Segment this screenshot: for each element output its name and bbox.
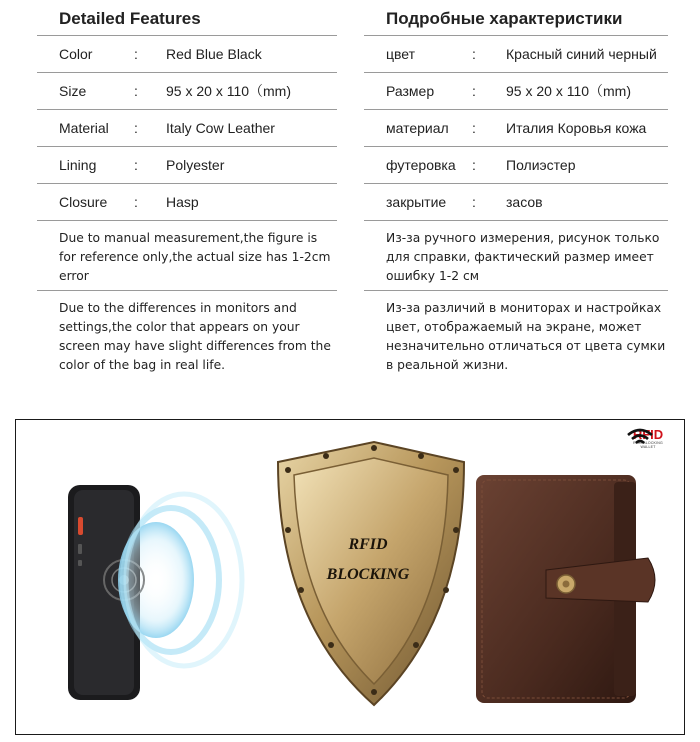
feature-sep: : [472,157,476,173]
feature-key: цвет [386,46,416,62]
feature-row-material [37,110,337,147]
feature-sep: : [134,157,138,173]
feature-key: Size [59,83,87,99]
feature-sep: : [134,46,138,62]
feature-value: 95 x 20 x 110（mm) [166,83,292,99]
features-column-en [37,0,337,373]
feature-row-color [37,36,337,73]
feature-key: Closure [59,194,108,210]
feature-value: Italy Cow Leather [166,120,275,136]
feature-value: Hasp [166,194,199,210]
feature-row-closure [364,184,668,221]
feature-value: Полиэстер [506,157,576,173]
feature-row-lining [37,147,337,184]
color-note: Из-за различий в мониторах и настройках цвет, отображаемый на экране, может незначительно отличаться от цвета сумки в реальной жизни. [386,301,666,372]
feature-key: материал [386,120,449,136]
feature-sep: : [134,83,138,99]
feature-value: Red Blue Black [166,46,262,62]
feature-row-size [37,73,337,110]
feature-row-lining [364,147,668,184]
feature-row-color [364,36,668,73]
wifi-signal-icon [626,428,654,446]
shield-label-line1: RFID [348,536,388,553]
feature-key: футеровка [386,157,456,173]
color-note: Due to the differences in monitors and settings,the color that appears on your screen may have slight differences from the color of the bag in real life. [59,301,331,372]
feature-row-material [364,110,668,147]
feature-key: Размер [386,83,435,99]
rfid-badge-text: RFID [632,427,664,442]
feature-value: Красный синий черный [506,46,657,62]
leather-wallet-image [476,475,655,703]
features-heading: Detailed Features [37,0,337,36]
features-heading: Подробные характеристики [364,0,668,36]
feature-key: Color [59,46,93,62]
feature-sep: : [472,46,476,62]
feature-row-size [364,73,668,110]
shield-label-line2: BLOCKING [326,566,410,583]
feature-key: Material [59,120,109,136]
feature-sep: : [134,120,138,136]
rfid-illustration-panel [15,419,685,735]
feature-sep: : [472,194,476,210]
feature-sep: : [472,83,476,99]
feature-value: 95 x 20 x 110（mm) [506,83,632,99]
feature-key: Lining [59,157,97,173]
feature-key: закрытие [386,194,447,210]
feature-row-closure [37,184,337,221]
feature-sep: : [134,194,138,210]
rfid-badge [626,428,670,449]
feature-value: Италия Коровья кожа [506,120,647,136]
feature-sep: : [472,120,476,136]
feature-value: Polyester [166,157,225,173]
features-column-ru [364,0,668,373]
measurement-note: Due to manual measurement,the figure is for reference only,the actual size has 1-2cm error [37,221,337,291]
rfid-badge-subtext: RFID BLOCKING WALLET [633,441,663,449]
feature-value: засов [506,194,543,210]
measurement-note: Из-за ручного измерения, рисунок только для справки, фактический размер имеет ошибку 1-2 см [364,221,668,291]
